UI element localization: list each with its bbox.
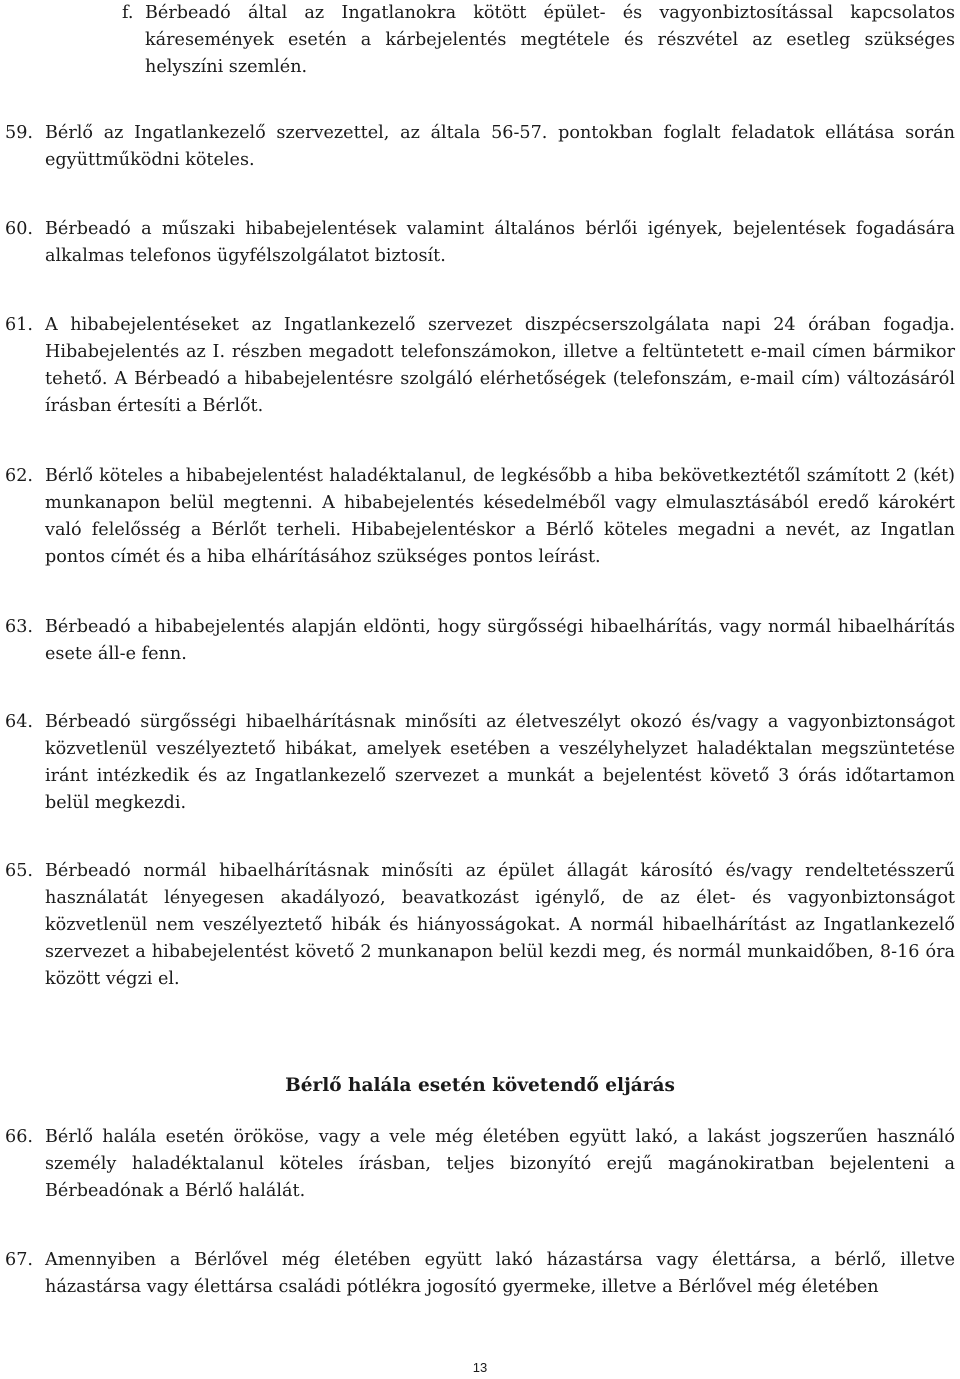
paragraph-66 bbox=[0, 1124, 960, 1205]
paragraph-number: 62. bbox=[5, 466, 33, 486]
paragraph-number: 60. bbox=[5, 219, 33, 239]
paragraph-text: Bérbeadó sürgősségi hibaelhárításnak minősíti az életveszélyt okozó és/vagy a vagyonbiztonságot közvetlenül veszélyeztető hibákat, amelyek esetében a veszélyhelyzet haladéktalan megszüntetése iránt intézkedik és az Ingatlankezelő szervezet a munkát a bejelentést követő 3 órás időtartamon belül megkezdi. bbox=[45, 712, 955, 813]
paragraph-number: 66. bbox=[5, 1127, 33, 1147]
paragraph-number: 63. bbox=[5, 617, 33, 637]
page-number: 13 bbox=[472, 1360, 488, 1375]
paragraph-text: Bérlő az Ingatlankezelő szervezettel, az általa 56-57. pontokban foglalt feladatok ellátása során együttműködni köteles. bbox=[45, 123, 955, 170]
paragraph-59 bbox=[0, 120, 960, 174]
paragraph-63 bbox=[0, 614, 960, 668]
paragraph-65 bbox=[0, 858, 960, 993]
paragraph-text: Bérlő köteles a hibabejelentést haladéktalanul, de legkésőbb a hiba bekövetkeztétől számított 2 (két) munkanapon belül megtenni. A hibabejelentés késedelméből vagy elmulasztásából eredő károkért való felelősség a Bérlőt terheli. Hibabejelentéskor a Bérlő köteles megadni a nevét, az Ingatlan pontos címét és a hiba elhárításához szükséges pontos leírást. bbox=[45, 466, 955, 567]
item-marker: f. bbox=[122, 3, 134, 23]
paragraph-text: Bérbeadó a hibabejelentés alapján eldönti, hogy sürgősségi hibaelhárítás, vagy normál hibaelhárítás esete áll-e fenn. bbox=[45, 617, 955, 664]
paragraph-number: 59. bbox=[5, 123, 33, 143]
paragraph-67 bbox=[0, 1247, 960, 1301]
paragraph-number: 65. bbox=[5, 861, 33, 881]
paragraph-text: Bérbeadó által az Ingatlanokra kötött épület- és vagyonbiztosítással kapcsolatos káresemények esetén a kárbejelentés megtétele és részvétel az esetleg szükséges helyszíni szemlén. bbox=[145, 3, 955, 77]
paragraph-60 bbox=[0, 216, 960, 270]
paragraph-64 bbox=[0, 709, 960, 817]
paragraph-text: Bérbeadó a műszaki hibabejelentések valamint általános bérlői igények, bejelentések fogadására alkalmas telefonos ügyfélszolgálatot biztosít. bbox=[45, 219, 955, 266]
paragraph-text: Bérlő halála esetén örököse, vagy a vele még életében együtt lakó, a lakást jogszerűen használó személy haladéktalanul köteles írásban, teljes bizonyító erejű magánokiratban bejelenteni a Bérbeadónak a Bérlő halálát. bbox=[45, 1127, 955, 1201]
paragraph-62 bbox=[0, 463, 960, 571]
paragraph-61 bbox=[0, 312, 960, 420]
paragraph-text: Bérbeadó normál hibaelhárításnak minősíti az épület állagát károsító és/vagy rendeltetésszerű használatát lényegesen akadályozó, beavatkozást igénylő, de az élet- és vagyonbiztonságot közvetlenül nem veszélyeztető hibák és hiányosságokat. A normál hibaelhárítást az Ingatlankezelő szervezet a hibabejelentést követő 2 munkanapon belül kezdi meg, és normál munkaidőben, 8-16 óra között végzi el. bbox=[45, 861, 955, 989]
paragraph-number: 67. bbox=[5, 1250, 33, 1270]
paragraph-number: 61. bbox=[5, 315, 33, 335]
list-item-f bbox=[0, 0, 960, 81]
section-heading: Bérlő halála esetén követendő eljárás bbox=[285, 1075, 675, 1096]
paragraph-text: Amennyiben a Bérlővel még életében együtt lakó házastársa vagy élettársa, a bérlő, illetve házastársa vagy élettársa családi pótlékra jogosító gyermeke, illetve a Bérlővel még életében bbox=[45, 1250, 955, 1297]
paragraph-number: 64. bbox=[5, 712, 33, 732]
paragraph-text: A hibabejelentéseket az Ingatlankezelő szervezet diszpécserszolgálata napi 24 órában fogadja. Hibabejelentés az I. részben megadott telefonszámokon, illetve a feltüntetett e-mail címen bármikor tehető. A Bérbeadó a hibabejelentésre szolgáló elérhetőségek (telefonszám, e-mail cím) változásáról írásban értesíti a Bérlőt. bbox=[45, 315, 955, 416]
